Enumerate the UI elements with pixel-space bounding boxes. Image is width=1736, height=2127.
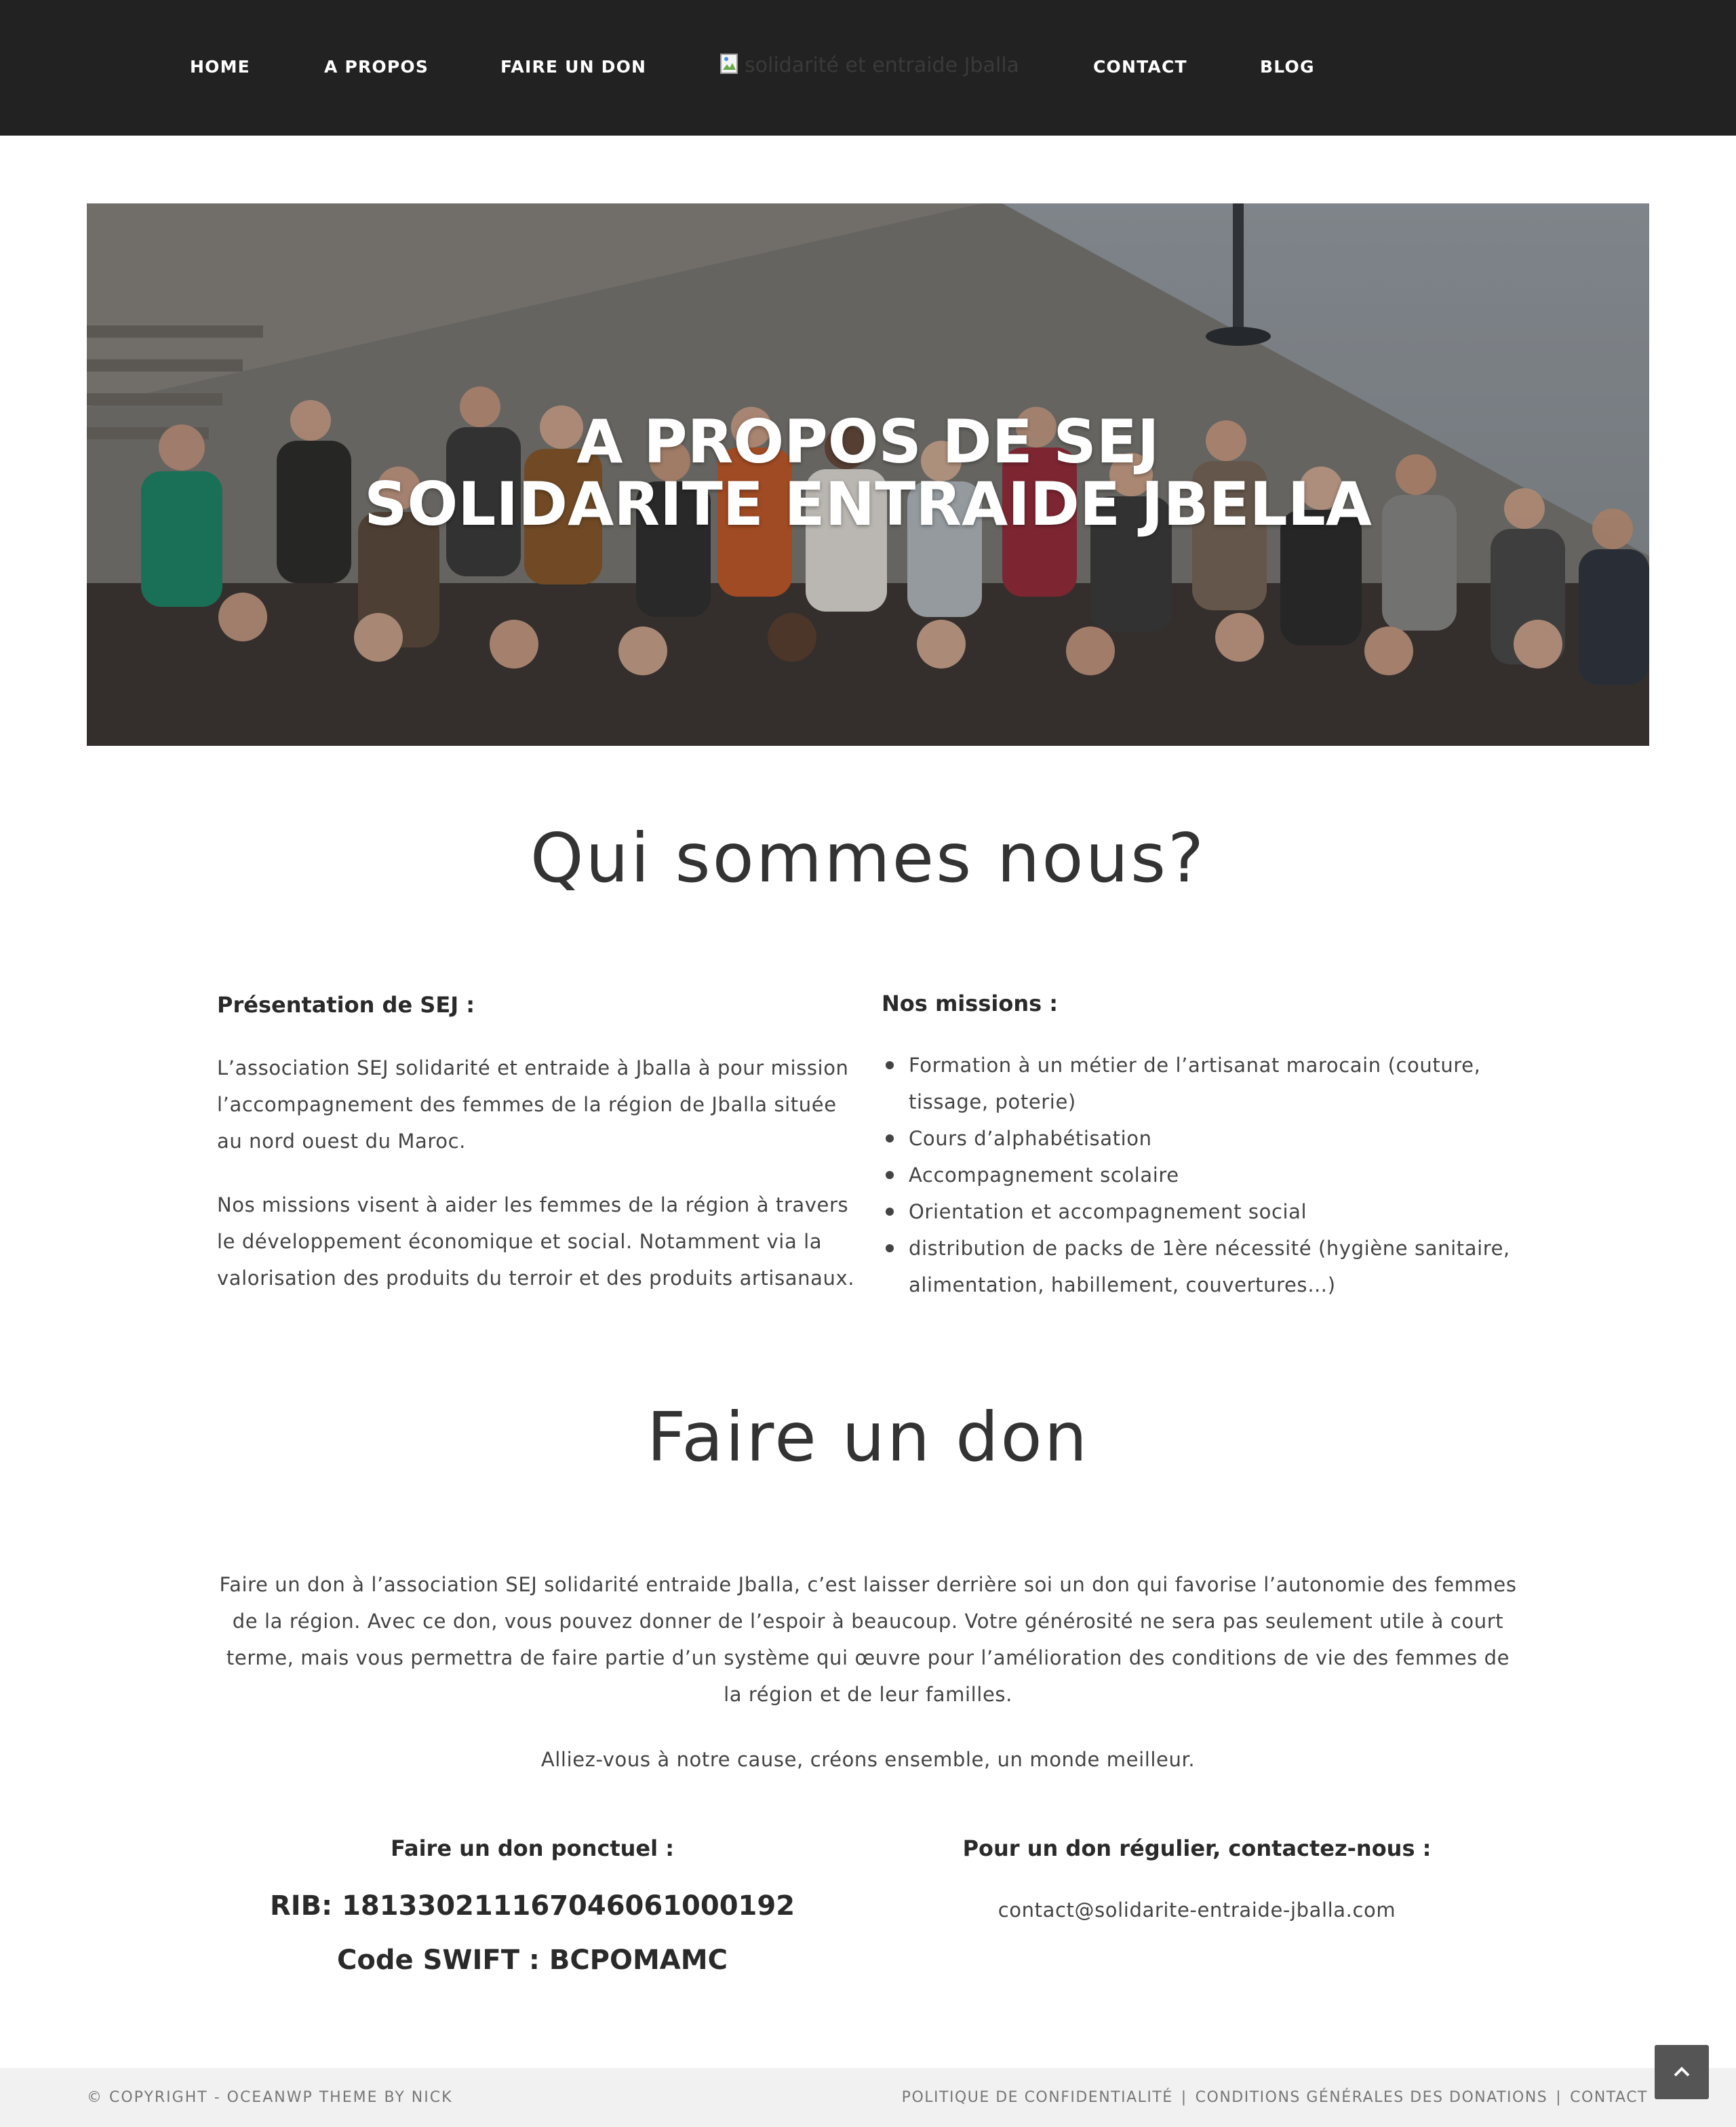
footer-separator: | (1181, 2089, 1187, 2106)
broken-image-icon (720, 54, 741, 77)
presentation-paragraph-2: Nos missions visent à aider les femmes de la région à travers le développement économique et social. Notamment via la valorisation des produits du terroir et des produits artisanaux. (217, 1193, 855, 1290)
footer-separator: | (1556, 2089, 1562, 2106)
list-item: Cours d’alphabétisation (882, 1120, 1526, 1157)
list-item: Accompagnement scolaire (882, 1157, 1526, 1193)
rib-number: RIB: 181330211167046061000192 (269, 1890, 795, 1922)
footer-copyright: © COPYRIGHT - OCEANWP THEME BY NICK (87, 2089, 453, 2106)
presentation-heading: Présentation de SEJ : (217, 992, 475, 1018)
footer-link-contact[interactable]: CONTACT (1570, 2089, 1648, 2106)
nav-contact[interactable]: CONTACT (1093, 57, 1187, 77)
list-item: Formation à un métier de l’artisanat marocain (couture, tissage, poterie) (882, 1047, 1526, 1120)
missions-heading: Nos missions : (882, 991, 1059, 1016)
nav-blog[interactable]: BLOG (1260, 57, 1315, 77)
missions-list (882, 1047, 1526, 1303)
donation-title: Faire un don (646, 1397, 1090, 1477)
don-ponctuel-heading: Faire un don ponctuel : (390, 1835, 674, 1861)
hero-title (87, 407, 1649, 539)
donation-paragraph: Faire un don à l’association SEJ solidarité entraide Jballa, c’est laisser derrière soi un don qui favorise l’autonomie des femmes de la région. Avec ce don, vous pouvez donner de l’espoir à beaucoup. Votre générosité ne sera pas seulement utile à court terme, mais vous permettra de faire partie d’un système qui œuvre pour l’amélioration des conditions de vie des femmes de la région et de leur familles. (219, 1573, 1517, 1706)
don-regulier-heading: Pour un don régulier, contactez-nous : (962, 1835, 1432, 1861)
chevron-up-icon (1672, 2065, 1692, 2079)
donation-call: Alliez-vous à notre cause, créons ensemble, un monde meilleur. (540, 1748, 1196, 1771)
hero-title-line1: A PROPOS DE SEJ (576, 407, 1160, 477)
footer-links (902, 2084, 1648, 2111)
footer-link-privacy[interactable]: POLITIQUE DE CONFIDENTIALITÉ (901, 2089, 1173, 2106)
nav-a-propos[interactable]: A PROPOS (324, 57, 429, 77)
list-item: distribution de packs de 1ère nécessité (hygiène sanitaire, alimentation, habillement, couvertures…) (882, 1230, 1526, 1303)
scroll-to-top-button[interactable] (1655, 2045, 1709, 2099)
nav-faire-un-don[interactable]: FAIRE UN DON (500, 57, 647, 77)
logo-alt-text: solidarité et entraide Jballa (745, 53, 1019, 77)
swift-code: Code SWIFT : BCPOMAMC (337, 1945, 728, 1976)
contact-email[interactable]: contact@solidarite-entraide-jballa.com (998, 1899, 1396, 1922)
site-logo[interactable] (720, 50, 1019, 80)
site-footer (0, 2068, 1736, 2127)
site-header (0, 0, 1736, 136)
hero-title-line2: SOLIDARITE ENTRAIDE JBELLA (364, 469, 1372, 539)
footer-link-conditions[interactable]: CONDITIONS GÉNÉRALES DES DONATIONS (1195, 2089, 1548, 2106)
presentation-paragraph-1: L’association SEJ solidarité et entraide à Jballa à pour mission l’accompagnement des femmes de la région de Jballa située au nord ouest du Maroc. (217, 1056, 849, 1153)
list-item: Orientation et accompagnement social (882, 1193, 1526, 1230)
about-title: Qui sommes nous? (530, 818, 1206, 898)
nav-home[interactable]: HOME (190, 57, 250, 77)
